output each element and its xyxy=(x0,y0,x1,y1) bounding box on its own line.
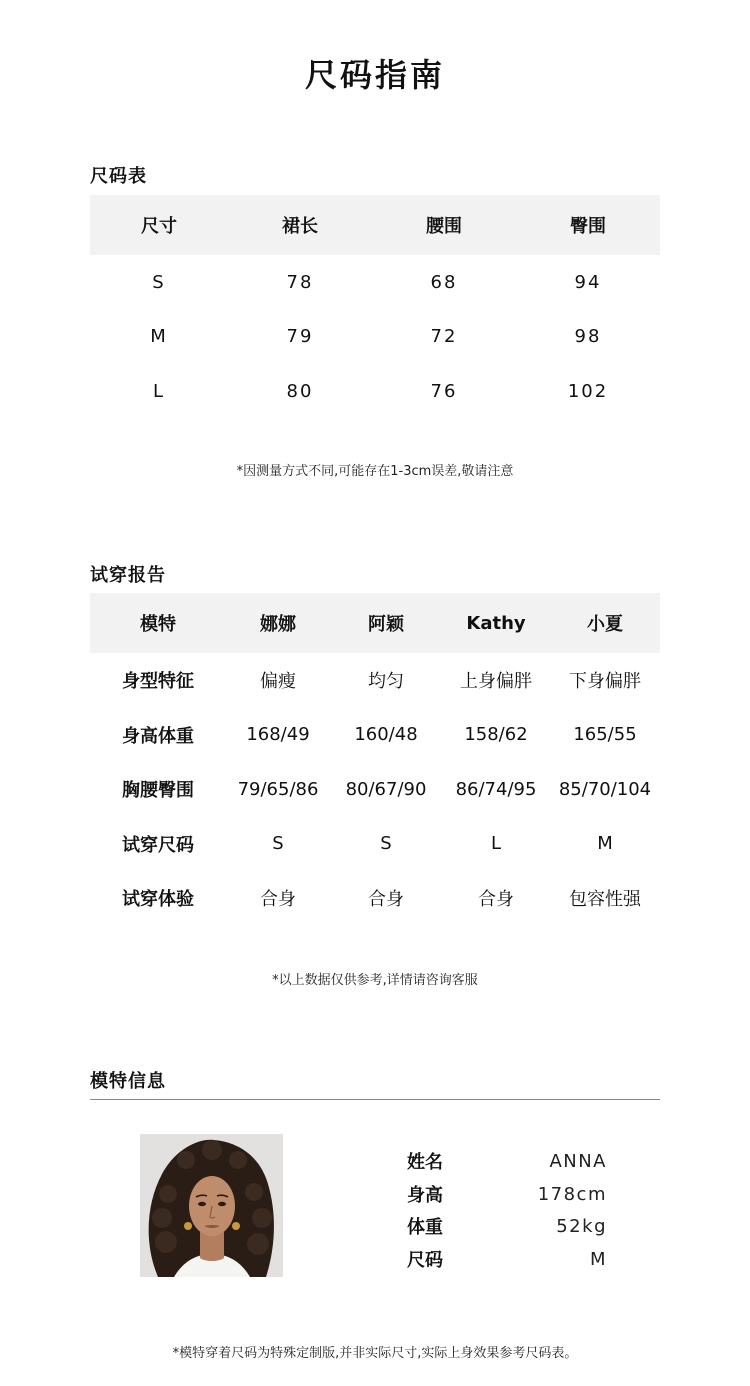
table-header-cell: 腰围 xyxy=(426,216,462,237)
table-row xyxy=(90,762,660,817)
table-header-cell: 裙长 xyxy=(282,216,318,237)
fit-report-table xyxy=(90,593,660,926)
table-cell: 包容性强 xyxy=(569,889,641,911)
table-row xyxy=(90,653,660,708)
table-cell: 下身偏胖 xyxy=(569,671,641,693)
section-divider xyxy=(90,1099,660,1100)
table-row xyxy=(90,310,660,365)
table-cell: S xyxy=(152,271,166,293)
field-value: M xyxy=(589,1248,607,1270)
field-label: 尺码 xyxy=(407,1250,443,1271)
table-cell: 上身偏胖 xyxy=(460,671,532,693)
fit-report-title: 试穿报告 xyxy=(90,565,166,586)
table-cell: 80 xyxy=(286,380,314,402)
page-title: 尺码指南 xyxy=(304,56,445,94)
model-field-weight xyxy=(407,1211,607,1241)
table-cell: 86/74/95 xyxy=(455,778,537,800)
table-cell: 76 xyxy=(430,380,458,402)
table-row xyxy=(90,817,660,872)
field-value: ANNA xyxy=(549,1150,607,1172)
row-label: 试穿尺码 xyxy=(122,834,194,856)
table-cell: M xyxy=(150,326,168,348)
table-row xyxy=(90,708,660,763)
table-cell: 165/55 xyxy=(573,724,637,746)
model-info-title: 模特信息 xyxy=(90,1071,166,1092)
table-cell: 94 xyxy=(574,271,602,293)
table-cell: 78 xyxy=(286,271,314,293)
size-chart-table xyxy=(90,195,660,419)
table-row xyxy=(90,255,660,310)
table-header-row xyxy=(90,195,660,255)
table-cell: S xyxy=(272,833,284,855)
table-cell: 72 xyxy=(430,326,458,348)
model-field-name xyxy=(407,1146,607,1176)
table-header-cell: 臀围 xyxy=(570,216,606,237)
table-cell: 79 xyxy=(286,326,314,348)
table-header-cell: 小夏 xyxy=(587,614,623,635)
row-label: 身高体重 xyxy=(122,725,194,747)
field-label: 身高 xyxy=(407,1185,443,1206)
table-cell: L xyxy=(152,380,166,402)
model-field-height xyxy=(407,1179,607,1209)
field-value: 178cm xyxy=(537,1183,607,1205)
table-header-cell: 尺寸 xyxy=(141,216,177,237)
table-cell: S xyxy=(380,833,392,855)
table-cell: 偏瘦 xyxy=(260,671,296,693)
field-label: 体重 xyxy=(407,1217,443,1238)
table-cell: L xyxy=(490,833,502,855)
table-cell: 160/48 xyxy=(354,724,418,746)
table-row xyxy=(90,871,660,926)
field-value: 52kg xyxy=(556,1215,607,1237)
table-cell: 合身 xyxy=(478,889,514,911)
table-cell: 80/67/90 xyxy=(345,778,427,800)
table-cell: M xyxy=(597,833,613,855)
model-photo xyxy=(140,1134,283,1277)
table-cell: 85/70/104 xyxy=(558,778,652,800)
table-cell: 79/65/86 xyxy=(237,778,319,800)
table-cell: 合身 xyxy=(368,889,404,911)
field-label: 姓名 xyxy=(407,1152,443,1173)
table-cell: 合身 xyxy=(260,889,296,911)
row-label: 胸腰臀围 xyxy=(122,780,194,802)
row-label: 身型特征 xyxy=(122,671,194,693)
table-cell: 158/62 xyxy=(464,724,528,746)
table-cell: 68 xyxy=(430,271,458,293)
table-header-cell: 模特 xyxy=(140,614,176,635)
model-field-size xyxy=(407,1244,607,1274)
table-header-cell: 娜娜 xyxy=(260,614,296,635)
fit-report-note: *以上数据仅供参考,详情请咨询客服 xyxy=(272,973,478,988)
size-chart-note: *因测量方式不同,可能存在1-3cm误差,敬请注意 xyxy=(236,464,514,479)
table-cell: 98 xyxy=(574,326,602,348)
table-cell: 168/49 xyxy=(246,724,310,746)
table-row xyxy=(90,364,660,419)
table-cell: 102 xyxy=(567,380,609,402)
table-cell: 均匀 xyxy=(368,671,404,693)
table-header-cell: 阿颖 xyxy=(368,614,404,635)
size-chart-title: 尺码表 xyxy=(90,166,147,187)
row-label: 试穿体验 xyxy=(122,889,194,911)
table-header-row xyxy=(90,593,660,653)
table-header-cell: Kathy xyxy=(466,612,526,634)
model-info-note: *模特穿着尺码为特殊定制版,并非实际尺寸,实际上身效果参考尺码表。 xyxy=(172,1346,578,1361)
